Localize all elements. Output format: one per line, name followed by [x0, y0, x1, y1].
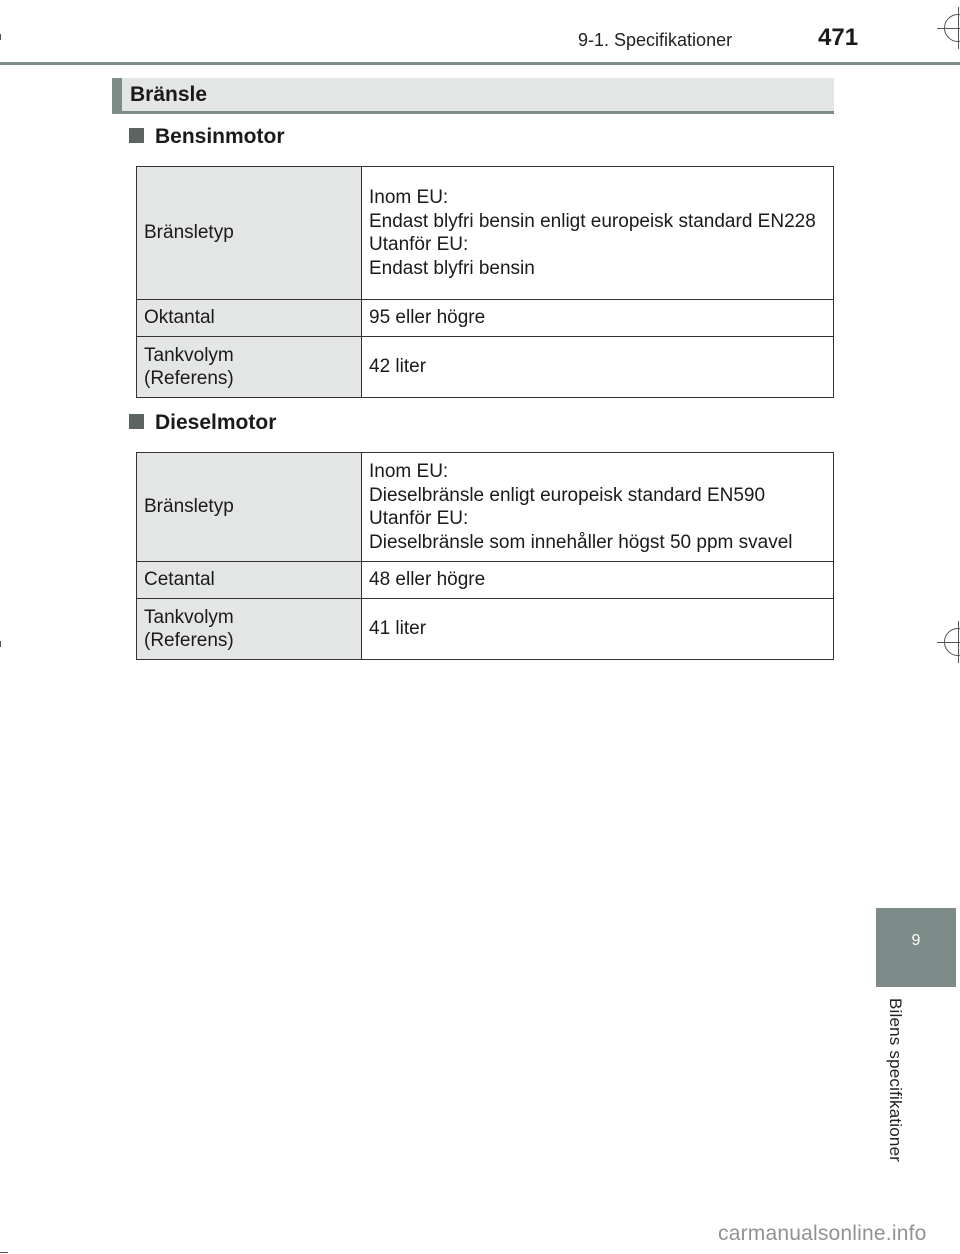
spec-value — [362, 167, 834, 300]
petrol-spec-table — [136, 166, 834, 398]
section-title-bar — [112, 78, 834, 114]
spec-label-line: (Referens) — [144, 368, 234, 389]
spec-value-line: Utanför EU: — [369, 234, 469, 255]
spec-label: Bränsletyp — [137, 453, 362, 562]
spec-value: 95 eller högre — [362, 300, 834, 337]
page-number: 471 — [818, 24, 859, 51]
diesel-spec-table — [136, 452, 834, 660]
table-row — [137, 167, 834, 300]
registration-mark-icon — [944, 628, 960, 656]
spec-label-line: Tankvolym — [144, 606, 234, 628]
subsection-heading-diesel — [129, 411, 276, 435]
registration-mark-icon — [944, 14, 960, 42]
spec-value-line: Inom EU: — [369, 187, 449, 208]
square-bullet-icon — [129, 128, 144, 143]
spec-label — [137, 599, 362, 660]
table-row — [137, 337, 834, 398]
square-bullet-icon — [129, 414, 144, 429]
crop-mark — [0, 1252, 8, 1253]
spec-value-line: Inom EU: — [369, 461, 449, 482]
chapter-tab[interactable]: 9 — [876, 908, 956, 987]
subsection-heading-petrol — [129, 125, 285, 149]
crop-mark — [0, 34, 1, 40]
spec-label-line: (Referens) — [144, 630, 234, 651]
spec-value: 41 liter — [362, 599, 834, 660]
spec-value: 42 liter — [362, 337, 834, 398]
spec-label — [137, 337, 362, 398]
spec-label: Bränsletyp — [137, 167, 362, 300]
table-row — [137, 453, 834, 562]
subsection-heading-text: Dieselmotor — [155, 411, 277, 434]
header-rule — [0, 62, 960, 65]
spec-label: Oktantal — [137, 300, 362, 337]
spec-value-line: Endast blyfri bensin enligt europeisk standard EN228 — [369, 210, 816, 232]
spec-value-line: Dieselbränsle enligt europeisk standard EN590 — [369, 484, 766, 506]
spec-value-line: Endast blyfri bensin — [369, 257, 535, 279]
spec-label: Cetantal — [137, 562, 362, 599]
chapter-tab-label: Bilens specifikationer — [886, 998, 905, 1163]
table-row — [137, 562, 834, 599]
table-row — [137, 599, 834, 660]
spec-value: 48 eller högre — [362, 562, 834, 599]
spec-value-line: Dieselbränsle som innehåller högst 50 ppm svavel — [369, 531, 793, 553]
spec-label-line: Tankvolym — [144, 344, 234, 366]
watermark: carmanualsonline.info — [718, 1222, 927, 1245]
running-header-section: 9-1. Specifikationer — [578, 30, 733, 50]
table-row — [137, 300, 834, 337]
spec-value — [362, 453, 834, 562]
crop-mark — [0, 641, 1, 647]
section-title: Bränsle — [130, 83, 208, 106]
spec-value-line: Utanför EU: — [369, 508, 469, 529]
subsection-heading-text: Bensinmotor — [155, 125, 285, 148]
